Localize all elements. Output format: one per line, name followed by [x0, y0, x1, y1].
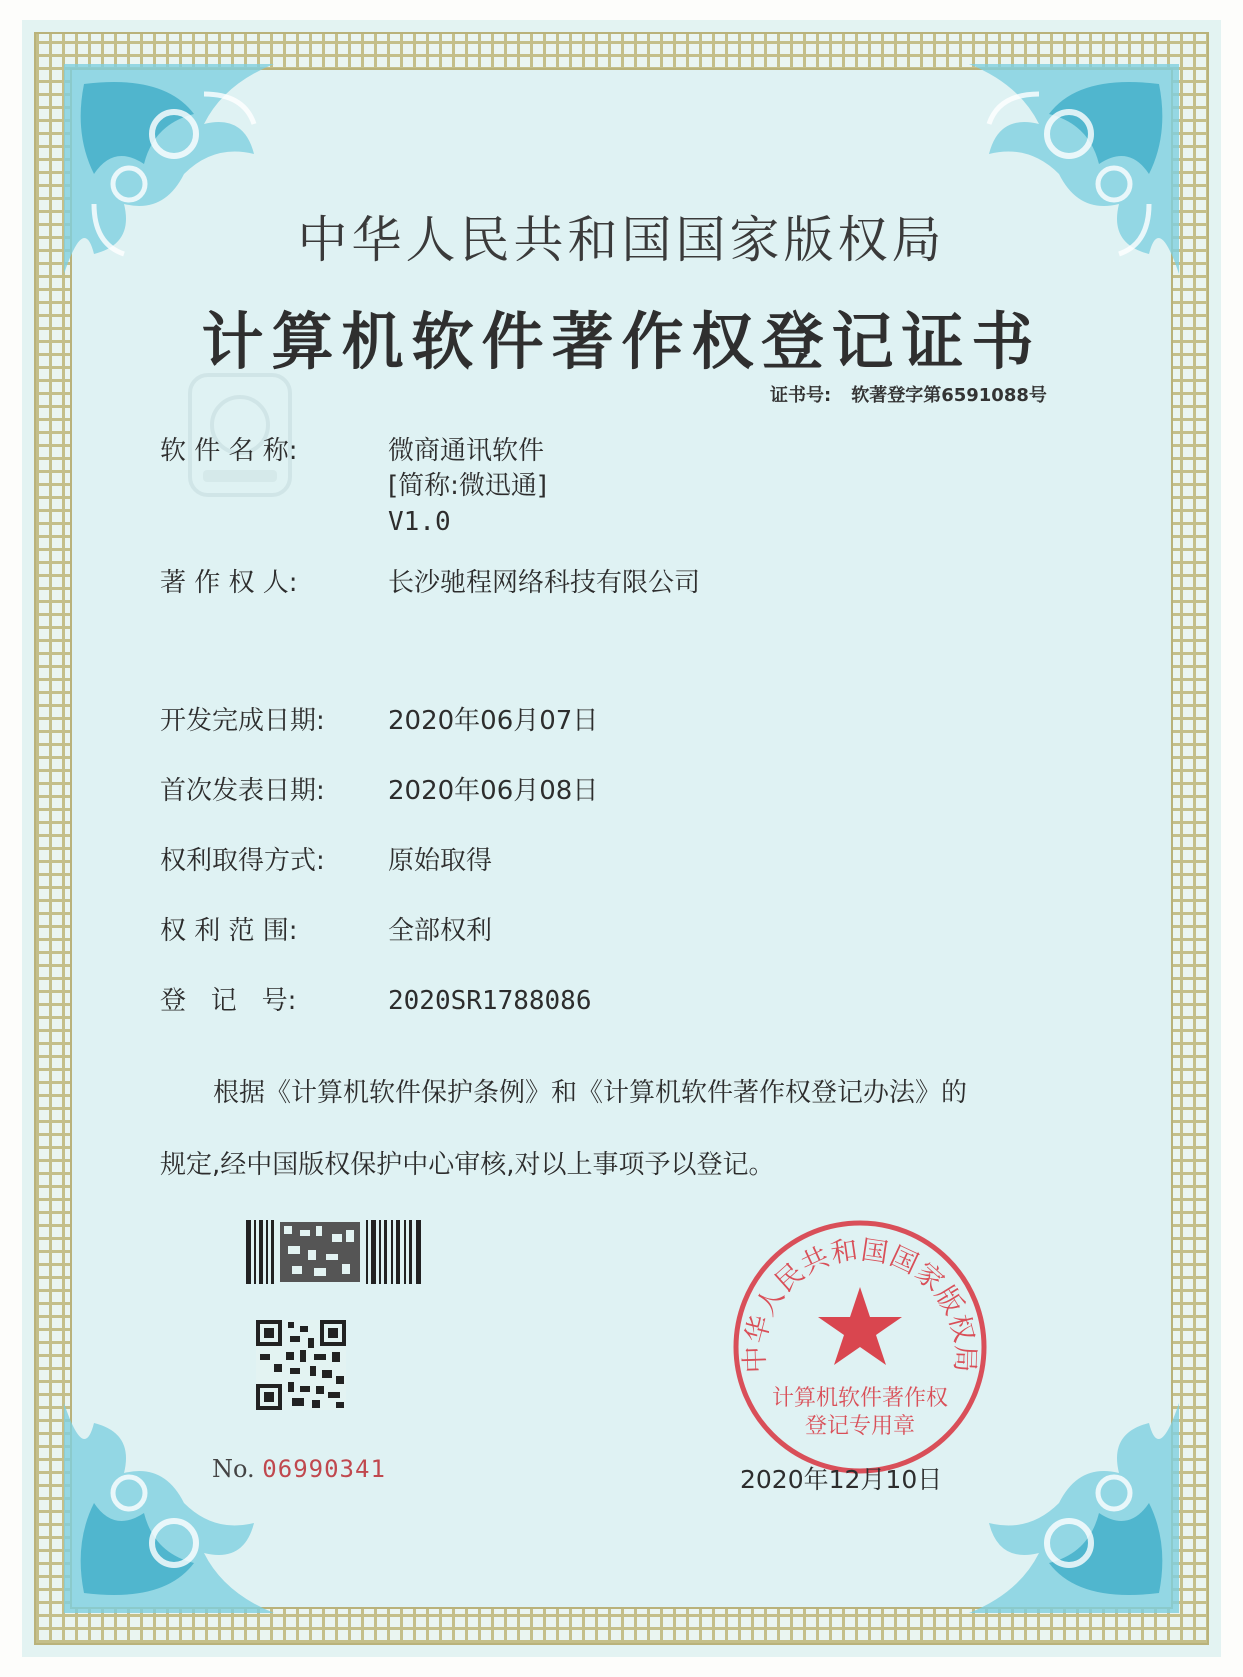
seal-inner-line-1: 计算机软件著作权 [771, 1386, 949, 1411]
certificate-number [770, 381, 1047, 407]
certificate-number-value: 软著登字第6591088号 [851, 385, 1047, 406]
completion-date-label: 开发完成日期: [160, 706, 325, 736]
software-short-name: [简称:微迅通] [388, 471, 548, 501]
qr-code [256, 1320, 346, 1410]
legal-basis-line-1: 根据《计算机软件保护条例》和《计算机软件著作权登记办法》的 [213, 1078, 968, 1108]
first-publication-label: 首次发表日期: [160, 776, 325, 806]
software-name-label: 软 件 名 称: [160, 436, 298, 466]
software-name-value: 微商通讯软件 [388, 436, 545, 466]
acquisition-method-label: 权利取得方式: [160, 846, 325, 876]
seal-star-icon [818, 1287, 902, 1365]
serial-label: No. [212, 1455, 255, 1483]
completion-date-value: 2020年06月07日 [388, 706, 599, 736]
serial-number-value: 06990341 [262, 1455, 386, 1483]
registration-number-value: 2020SR1788086 [388, 986, 592, 1016]
copyright-owner-value: 长沙驰程网络科技有限公司 [388, 568, 701, 598]
corner-ornament-bottom-right [959, 1393, 1189, 1623]
official-seal [728, 1215, 992, 1479]
corner-ornament-bottom-left [54, 1393, 284, 1623]
copyright-owner-label: 著 作 权 人: [160, 568, 298, 598]
barcode [246, 1220, 424, 1284]
rights-scope-value: 全部权利 [388, 916, 493, 946]
seal-inner-line-2: 登记专用章 [804, 1414, 916, 1439]
certificate-title: 计算机软件著作权登记证书 [201, 305, 1042, 378]
certificate-number-label: 证书号: [770, 385, 832, 406]
legal-basis-line-2: 规定,经中国版权保护中心审核,对以上事项予以登记。 [160, 1150, 775, 1180]
seal-ring-text: 中华人民共和国国家版权局 [739, 1234, 981, 1374]
issuer-title: 中华人民共和国国家版权局 [297, 211, 946, 269]
rights-scope-label: 权 利 范 围: [160, 916, 298, 946]
acquisition-method-value: 原始取得 [388, 846, 493, 876]
serial-number [212, 1455, 386, 1483]
issue-date: 2020年12月10日 [740, 1465, 943, 1494]
software-version: V1.0 [388, 507, 451, 537]
registration-number-label: 登 记 号: [160, 986, 297, 1016]
first-publication-value: 2020年06月08日 [388, 776, 599, 806]
